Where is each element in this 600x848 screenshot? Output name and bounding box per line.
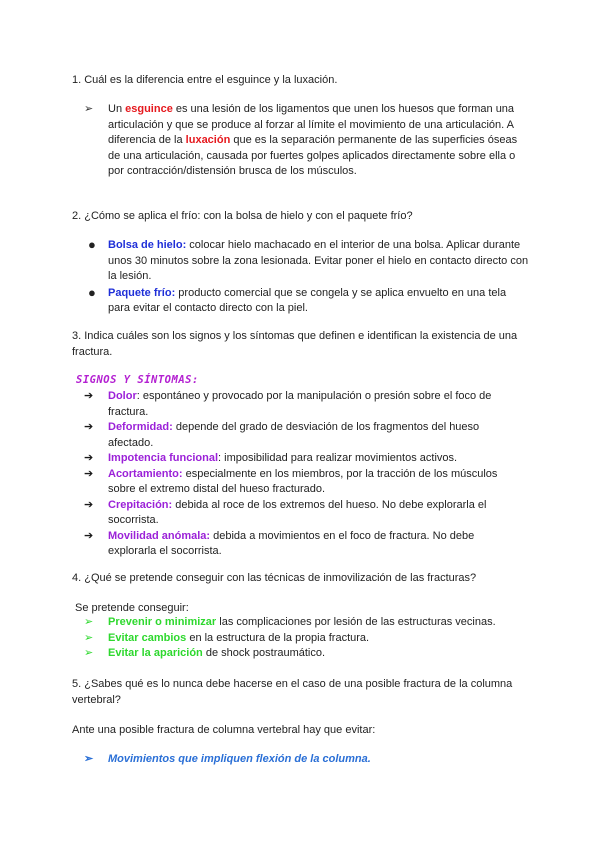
arrow-right-icon: ➔ (84, 498, 94, 511)
arrow-right-icon: ➔ (84, 390, 94, 402)
list-item: ➔ Impotencia funcional: imposibilidad para realizar movimientos activos. (108, 451, 508, 467)
bullet-dot-icon: ● (88, 237, 96, 252)
list-item: ➔ Dolor: espontáneo y provocado por la manipulación o presión sobre el foco de fractura. (84, 390, 492, 418)
answer-5 (84, 752, 538, 768)
arrow-bullet-icon: ➢ (84, 647, 94, 659)
answer-4-intro: Se pretende conseguir: (75, 602, 189, 614)
arrow-bullet-icon: ➢ (84, 616, 94, 628)
arrow-right-icon: ➔ (84, 421, 94, 433)
term-luxacion: luxación (185, 134, 231, 146)
arrow-bullet-icon: ➢ (84, 103, 94, 115)
list-item: ➢ Movimientos que impliquen flexión de la columna. (108, 752, 538, 768)
question-3: 3. Indica cuáles son los signos y los síntomas que definen e identifican la existencia de una fractura. (72, 330, 518, 358)
list-item: ➔ Acortamiento: especialmente en los miembros, por la tracción de los músculos sobre el extremo distal del hueso fracturado. (84, 467, 498, 495)
term-esguince: esguince (125, 103, 173, 115)
answer-4 (84, 615, 538, 662)
list-item: ➢ Evitar la aparición de shock postraumático. (108, 646, 538, 662)
question-5: 5. ¿Sabes qué es lo nunca debe hacerse en el caso de una posible fractura de la columna vertebral? (72, 678, 513, 706)
answer-1: ➢ Un esguince es una lesión de los ligamentos que unen los huesos que forman una articulación y que se produce al forzar al límite el movimiento de una articulación. A diferencia de la luxación que es la separación permanente de las superficies óseas de una articulación, causada por fuertes golpes aplicados directamente sobre ella o por contracción/distensión brusca de los músculos. (84, 103, 518, 177)
list-item: ➢ Evitar cambios en la estructura de la propia fractura. (108, 631, 538, 647)
list-item: ● Paquete frío: producto comercial que se congela y se aplica envuelto en una tela para evitar el contacto directo con la piel. (88, 284, 507, 314)
list-item: ● Bolsa de hielo: colocar hielo machacado en el interior de una bolsa. Aplicar durante unos 30 minutos sobre la zona lesionada. Evitar poner el hielo en contacto directo con la lesión. (88, 237, 529, 282)
list-item: ➢ Prevenir o minimizar las complicaciones por lesión de las estructuras vecinas. (108, 615, 538, 631)
list-item: ➔ Movilidad anómala: debida a movimientos en el foco de fractura. No debe explorarla el socorrista. (84, 529, 475, 557)
question-4: 4. ¿Qué se pretende conseguir con las técnicas de inmovilización de las fracturas? (72, 572, 477, 584)
answer-3 (84, 389, 508, 560)
answer-5-intro: Ante una posible fractura de columna vertebral hay que evitar: (72, 724, 376, 736)
arrow-right-icon: ➔ (84, 452, 94, 464)
question-1: 1. Cuál es la diferencia entre el esguince y la luxación. (72, 74, 338, 86)
answer-2 (88, 237, 530, 317)
bullet-dot-icon: ● (88, 284, 96, 300)
arrow-bullet-icon: ➢ (84, 631, 94, 644)
signos-heading: SIGNOS Y SÍNTOMAS: (76, 374, 199, 386)
list-item: ➔ Crepitación: debida al roce de los extremos del hueso. No debe explorarla el socorrista. (84, 498, 487, 526)
arrow-right-icon: ➔ (84, 529, 94, 542)
list-item: ➔ Deformidad: depende del grado de desviación de los fragmentos del hueso afectado. (84, 421, 480, 449)
arrow-right-icon: ➔ (84, 467, 94, 480)
question-2: 2. ¿Cómo se aplica el frío: con la bolsa de hielo y con el paquete frío? (72, 210, 413, 222)
arrow-bullet-icon: ➢ (84, 753, 94, 765)
